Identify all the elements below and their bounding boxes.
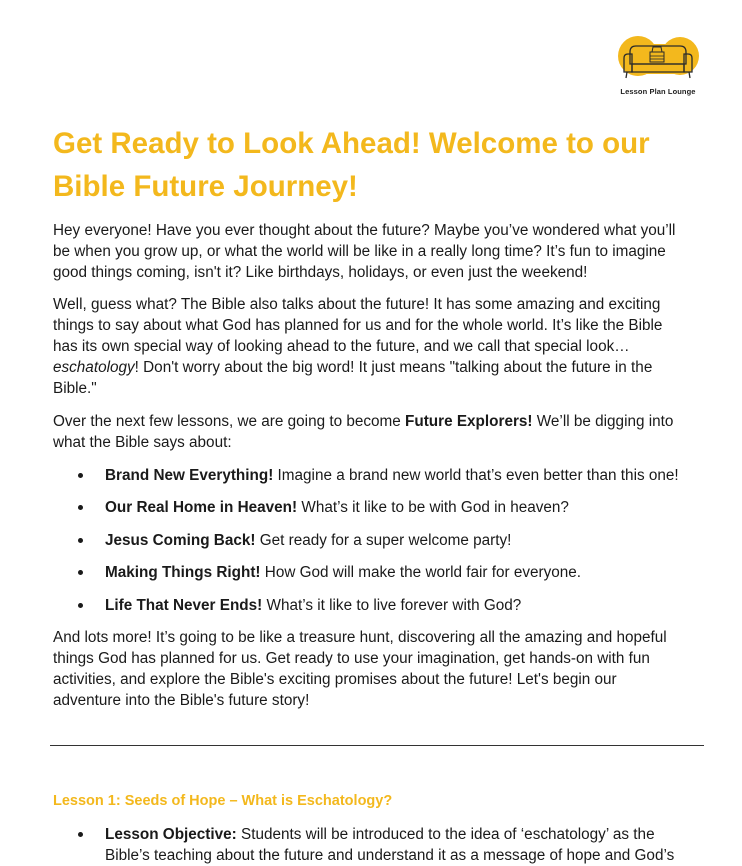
topic-text: How God will make the world fair for everyone. [260,564,582,581]
bible-future-paragraph [53,294,703,399]
topic-text: What’s it like to be with God in heaven? [297,499,569,516]
bullet-icon [78,538,83,543]
topic-title: Making Things Right! [105,564,261,581]
topic-title: Life That Never Ends! [105,597,263,614]
objective-text: Students will be introduced to the idea of ‘eschatology’ as the [236,826,655,843]
bullet-icon [78,832,83,837]
title-line-2: Bible Future Journey! [53,170,358,203]
paragraph-line: We’ll be digging into [532,413,674,430]
page-title [53,122,713,208]
paragraph-line: adventure into the Bible's future story! [53,692,310,709]
topic-title: Our Real Home in Heaven! [105,499,298,516]
lesson-1-heading: Lesson 1: Seeds of Hope – What is Eschatology? [53,793,393,809]
paragraph-line: Over the next few lessons, we are going to become [53,413,406,430]
objective-text: Bible’s teaching about the future and understand it as a message of hope and God’s [105,847,675,864]
paragraph-line: Bible." [53,380,97,397]
topic-text: Get ready for a super welcome party! [255,532,512,549]
topic-text: Imagine a brand new world that’s even better than this one! [273,467,679,484]
paragraph-line: what the Bible says about: [53,434,232,451]
paragraph-line: And lots more! It’s going to be like a treasure hunt, discovering all the amazing and hopeful [53,629,667,646]
paragraph-line: Well, guess what? The Bible also talks about the future! It has some amazing and exciting [53,296,661,313]
paragraph-line: has its own special way of looking ahead to the future, and we call that special look… [53,338,630,355]
intro-line: be when you grow up, or what the world will be like in a really long time? It’s fun to imagine [53,243,666,260]
title-line-1: Get Ready to Look Ahead! Welcome to our [53,127,650,160]
couch-icon [616,30,700,86]
bullet-icon [78,570,83,575]
topic-title: Jesus Coming Back! [105,532,256,549]
brand-logo [612,30,704,100]
paragraph-line: things God has planned for us. Get ready to use your imagination, get hands-on with fun [53,650,650,667]
bullet-icon [78,603,83,608]
paragraph-line: activities, and explore the Bible's exciting promises about the future! Let's begin our [53,671,617,688]
bullet-icon [78,473,83,478]
topic-title: Brand New Everything! [105,467,274,484]
bullet-icon [78,505,83,510]
topic-text: What’s it like to live forever with God? [262,597,522,614]
intro-line: good things coming, isn't it? Like birthdays, holidays, or even just the weekend! [53,264,588,281]
intro-paragraph [53,220,703,283]
eschatology-term: eschatology [53,359,135,376]
section-divider [50,745,704,746]
objective-label: Lesson Objective: [105,826,237,843]
future-explorers-paragraph [53,411,703,453]
logo-text: Lesson Plan Lounge [620,87,696,96]
closing-paragraph [53,627,703,711]
paragraph-line: ! Don't worry about the big word! It just means "talking about the future in the [134,359,653,376]
paragraph-line: things to say about what God has planned for us and for the whole world. It’s like the Bible [53,317,663,334]
intro-line: Hey everyone! Have you ever thought about the future? Maybe you’ve wondered what you’ll [53,222,676,239]
future-explorers-term: Future Explorers! [405,413,533,430]
